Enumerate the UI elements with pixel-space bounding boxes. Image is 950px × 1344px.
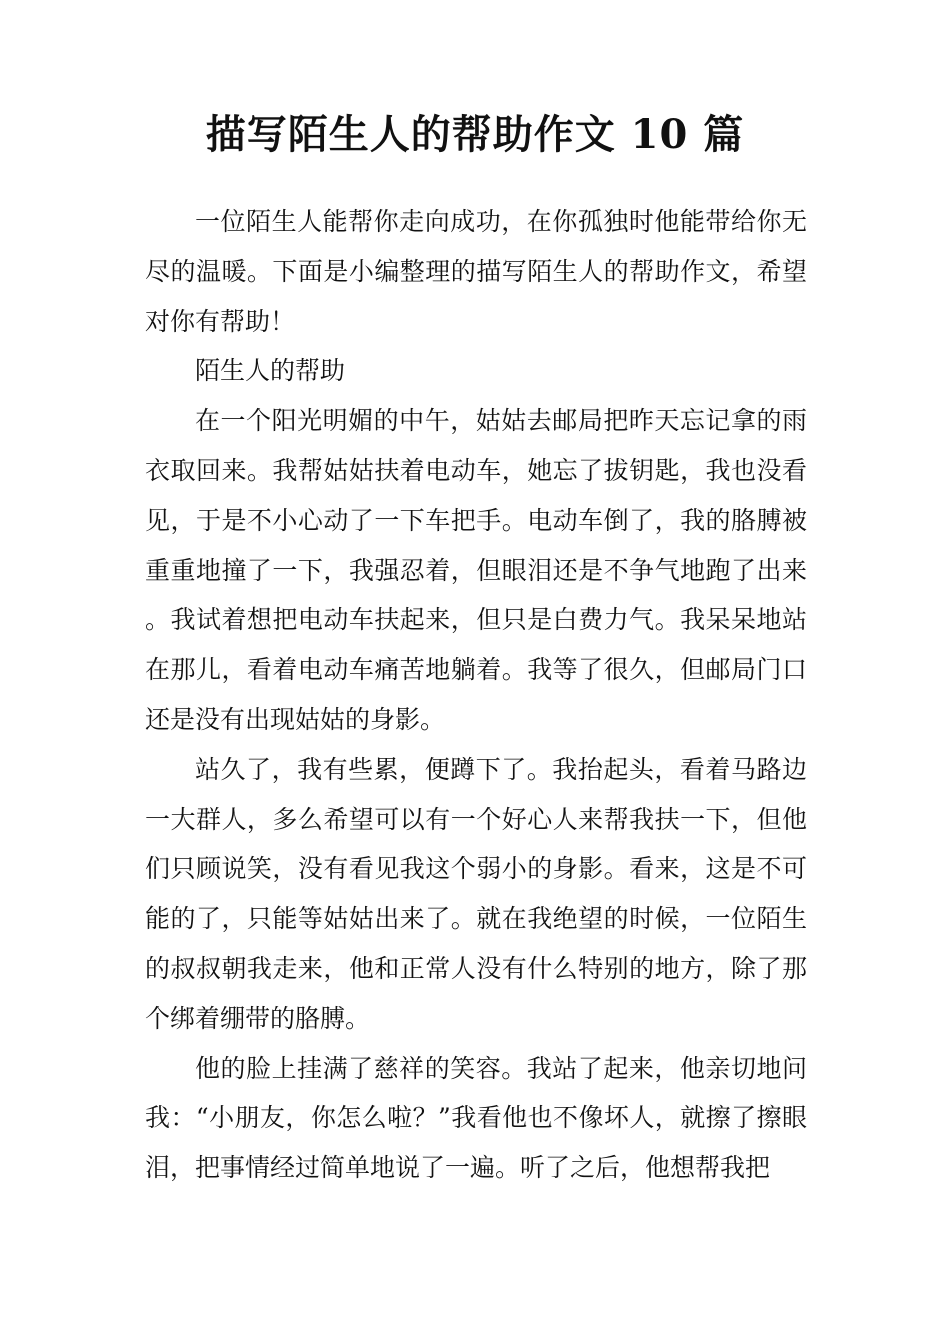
- document-body: [145, 197, 807, 1193]
- section-heading: 陌生人的帮助: [195, 356, 346, 386]
- document-title: 描写陌生人的帮助作文 10 篇: [205, 110, 745, 158]
- paragraph-2: 站久了，我有些累，便蹲下了。我抬起头，看着马路边一大群人，多么希望可以有一个好心人来帮我扶一下，但他们只顾说笑，没有看见我这个弱小的身影。看来，这是不可能的了，只能等姑姑出来了。就在我绝望的时候，一位陌生的叔叔朝我走来，他和正常人没有什么特别的地方，除了那个绑着绷带的胳膊。: [145, 754, 807, 1033]
- paragraph-1: 在一个阳光明媚的中午，姑姑去邮局把昨天忘记拿的雨衣取回来。我帮姑姑扶着电动车，她忘了拔钥匙，我也没看见，于是不小心动了一下车把手。电动车倒了，我的胳膊被重重地撞了一下，我强忍着，但眼泪还是不争气地跑了出来。我试着想把电动车扶起来，但只是白费力气。我呆呆地站在那儿，看着电动车痛苦地躺着。我等了很久，但邮局门口还是没有出现姑姑的身影。: [145, 406, 807, 734]
- paragraph-intro: 一位陌生人能帮你走向成功，在你孤独时他能带给你无尽的温暖。下面是小编整理的描写陌生人的帮助作文，希望对你有帮助！: [145, 207, 807, 336]
- paragraph-3: 他的脸上挂满了慈祥的笑容。我站了起来，他亲切地问我：“小朋友，你怎么啦？”我看他也不像坏人，就擦了擦眼泪，把事情经过简单地说了一遍。听了之后，他想帮我把: [145, 1053, 807, 1183]
